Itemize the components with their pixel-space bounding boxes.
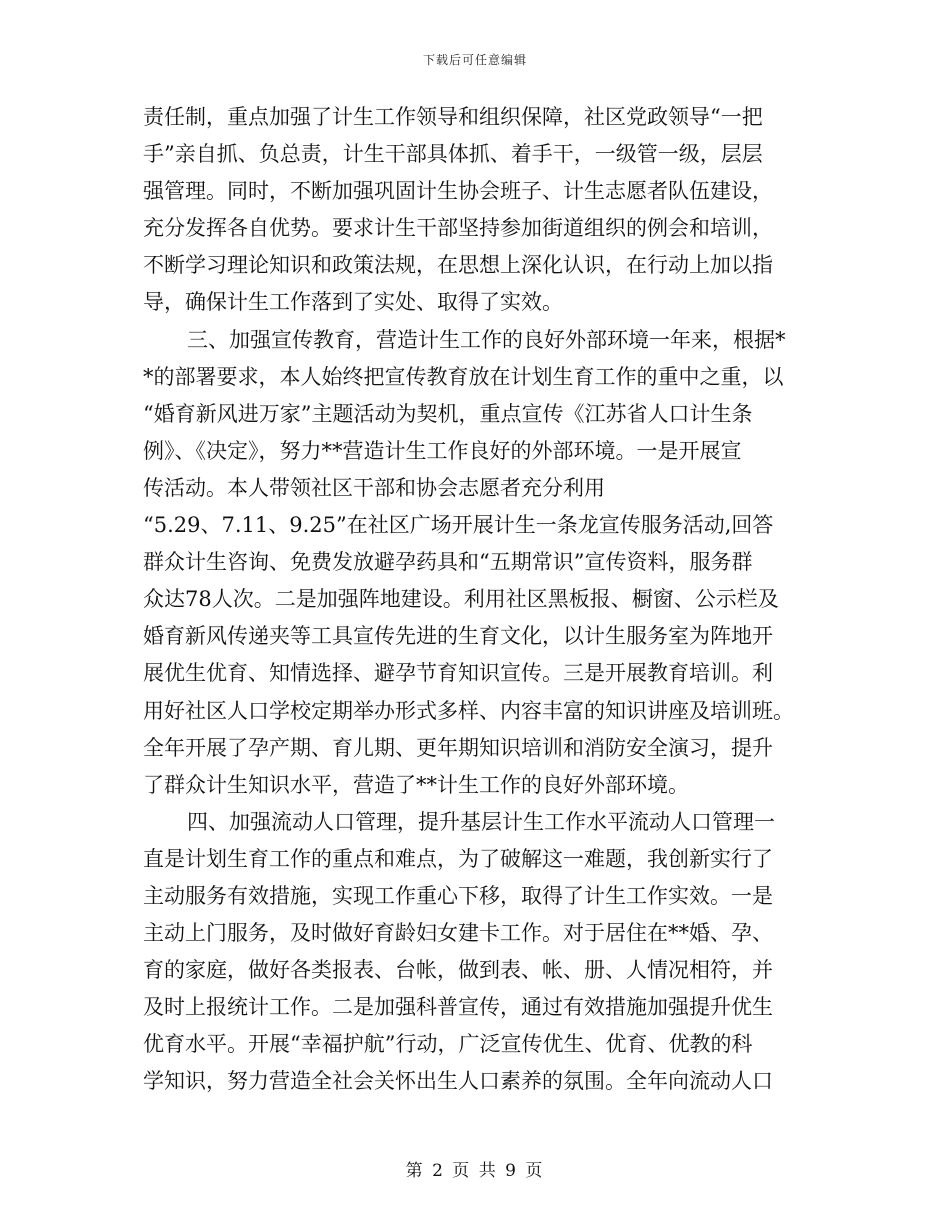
text-line: 直是计划生育工作的重点和难点，为了破解这一难题，我创新实行了 <box>143 846 773 871</box>
text-line: 责任制，重点加强了计生工作领导和组织保障，社区党政领导“一把 <box>143 105 763 129</box>
text-line: 导，确保计生工作落到了实处、取得了实效。 <box>143 290 563 315</box>
text-line: 育的家庭，做好各类报表、台帐，做到表、帐、册、人情况相符，并 <box>143 958 773 983</box>
text-line: 学知识，努力营造全社会关怀出生人口素养的氛围。全年向流动人口 <box>143 1069 773 1094</box>
text-line: 及时上报统计工作。二是加强科普宣传，通过有效措施加强提升优生 <box>143 995 773 1020</box>
page-footer: 第 2 页 共 9 页 <box>405 1161 545 1181</box>
text-line: 了群众计生知识水平，营造了**计生工作的良好外部环境。 <box>143 772 689 797</box>
text-line: 手”亲自抓、负总责，计生干部具体抓、着手干，一级管一级，层层 <box>143 142 763 167</box>
text-line: “5.29、7.11、9.25”在社区广场开展计生一条龙宣传服务活动,回答 <box>143 513 774 538</box>
text-line: 众达78人次。二是加强阵地建设。利用社区黑板报、橱窗、公示栏及 <box>143 587 779 612</box>
text-line: 优育水平。开展“幸福护航”行动，广泛宣传优生、优育、优教的科 <box>143 1032 753 1057</box>
text-line: 不断学习理论知识和政策法规，在思想上深化认识，在行动上加以指 <box>143 253 773 278</box>
text-line: *的部署要求，本人始终把宣传教育放在计划生育工作的重中之重，以 <box>143 364 784 389</box>
text-line: 传活动。本人带领社区干部和协会志愿者充分利用 <box>143 475 605 500</box>
text-line: 充分发挥各自优势。要求计生干部坚持参加街道组织的例会和培训， <box>143 216 773 241</box>
text-line: 主动服务有效措施，实现工作重心下移，取得了计生工作实效。一是 <box>143 883 773 908</box>
text-line: 主动上门服务，及时做好育龄妇女建卡工作。对于居住在**婚、孕、 <box>143 921 773 946</box>
text-line: 婚育新风传递夹等工具宣传先进的生育文化，以计生服务室为阵地开 <box>143 624 773 649</box>
text-line: 展优生优育、知情选择、避孕节育知识宣传。三是开展教育培训。利 <box>143 661 773 686</box>
text-line: 四、加强流动人口管理，提升基层计生工作水平流动人口管理一 <box>187 809 775 834</box>
text-line: 例》、《决定》，努力**营造计生工作良好的外部环境。一是开展宣 <box>143 438 742 463</box>
text-line: “婚育新风进万家”主题活动为契机，重点宣传《江苏省人口计生条 <box>143 401 753 426</box>
text-line: 全年开展了孕产期、育儿期、更年期知识培训和消防安全演习，提升 <box>143 735 773 760</box>
document-body <box>143 99 808 1101</box>
text-line: 三、加强宣传教育，营造计生工作的良好外部环境一年来，根据* <box>187 327 786 352</box>
text-line: 群众计生咨询、免费发放避孕药具和“五期常识”宣传资料，服务群 <box>143 550 753 575</box>
text-line: 用好社区人口学校定期举办形式多样、内容丰富的知识讲座及培训班。 <box>143 698 794 723</box>
text-line: 强管理。同时，不断加强巩固计生协会班子、计生志愿者队伍建设， <box>143 179 773 204</box>
page-header: 下载后可任意编辑 <box>422 53 527 67</box>
